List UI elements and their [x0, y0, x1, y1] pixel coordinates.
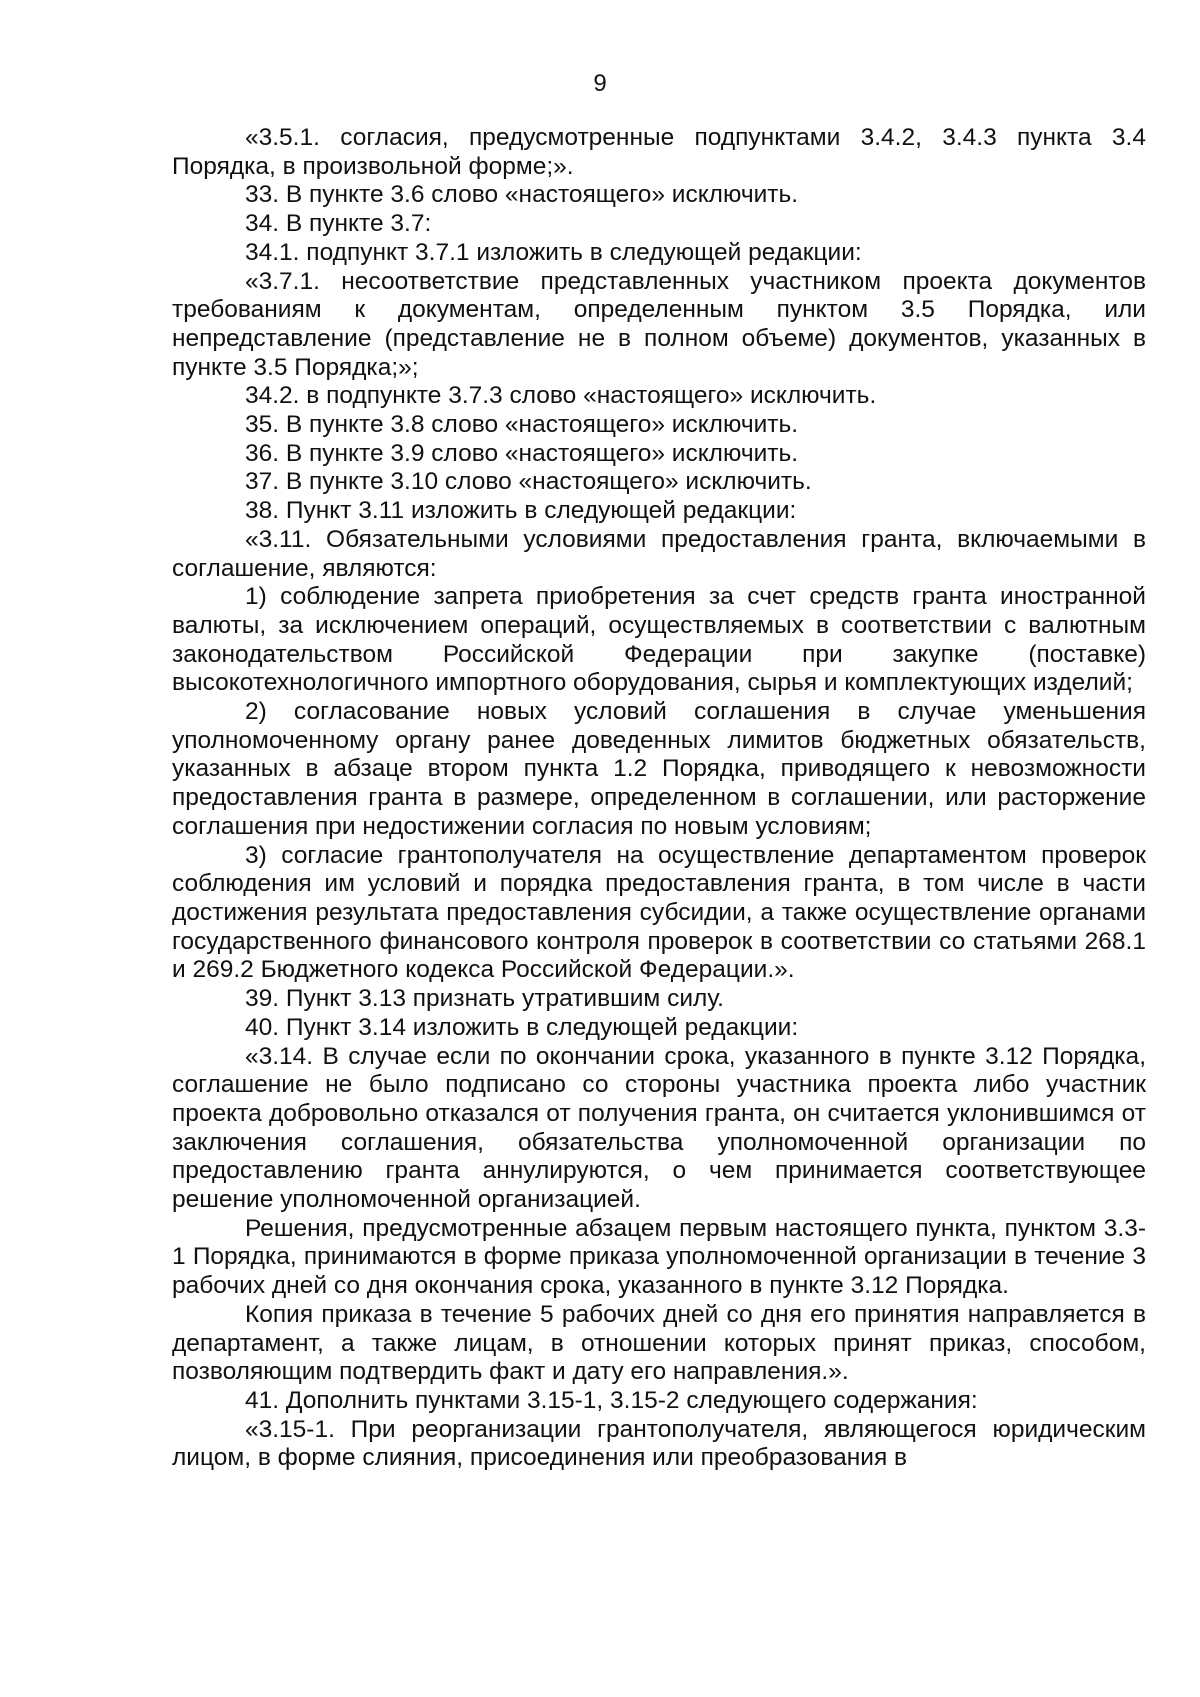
page-number: 9 [593, 70, 607, 97]
paragraph-3-7-1: «3.7.1. несоответствие представленных участником проекта документов требованиям к документам, определенным пунктом 3.5 Порядка, или непредставление (представление не в полном объеме) документов, указанных в пункте 3.5 Порядка;»; [172, 267, 1146, 381]
paragraph-3-11: «3.11. Обязательными условиями предоставления гранта, включаемыми в соглашение, являются: [172, 525, 1146, 582]
paragraph-3-5-1: «3.5.1. согласия, предусмотренные подпунктами 3.4.2, 3.4.3 пункта 3.4 Порядка, в произвольной форме;». [172, 124, 1146, 180]
paragraph-40: 40. Пункт 3.14 изложить в следующей редакции: [245, 1013, 799, 1041]
paragraph-3-14-copy: Копия приказа в течение 5 рабочих дней со дня его принятия направляется в департамент, а также лицам, в отношении которых принят приказ, способом, позволяющим подтвердить факт и дату его направления.». [172, 1300, 1146, 1386]
paragraph-3-11-item-2: 2) согласование новых условий соглашения в случае уменьшения уполномоченному органу ранее доведенных лимитов бюджетных обязательств, указанных в абзаце втором пункта 1.2 Порядка, приводящего к невозможности предоставления гранта в размере, определенном в соглашении, или расторжение соглашения при недостижении согласия по новым условиям; [172, 698, 1146, 840]
paragraph-35: 35. В пункте 3.8 слово «настоящего» исключить. [245, 411, 799, 439]
paragraph-34-1: 34.1. подпункт 3.7.1 изложить в следующей редакции: [245, 238, 862, 266]
paragraph-34: 34. В пункте 3.7: [245, 210, 432, 238]
paragraph-38: 38. Пункт 3.11 изложить в следующей редакции: [245, 497, 797, 525]
paragraph-36: 36. В пункте 3.9 слово «настоящего» исключить. [245, 439, 799, 467]
paragraph-3-15-1: «3.15-1. При реорганизации грантополучателя, являющегося юридическим лицом, в форме слияния, присоединения или преобразования в [172, 1415, 1146, 1472]
paragraph-34-2: 34.2. в подпункте 3.7.3 слово «настоящего» исключить. [245, 382, 877, 410]
paragraph-41: 41. Дополнить пунктами 3.15-1, 3.15-2 следующего содержания: [245, 1386, 978, 1414]
paragraph-39: 39. Пункт 3.13 признать утратившим силу. [245, 985, 724, 1013]
paragraph-37: 37. В пункте 3.10 слово «настоящего» исключить. [245, 468, 812, 496]
paragraph-33: 33. В пункте 3.6 слово «настоящего» исключить. [245, 181, 799, 209]
document-body [172, 124, 1146, 1473]
paragraph-3-11-item-3: 3) согласие грантополучателя на осуществление департаментом проверок соблюдения им условий и порядка предоставления гранта, в том числе в части достижения результата предоставления субсидии, а также осуществление органами государственного финансового контроля проверок в соответствии со статьями 268.1 и 269.2 Бюджетного кодекса Российской Федерации.». [172, 841, 1146, 984]
paragraph-3-11-item-1: 1) соблюдение запрета приобретения за счет средств гранта иностранной валюты, за исключением операций, осуществляемых в соответствии с валютным законодательством Российской Федерации при закупке (поставке) высокотехнологичного импортного оборудования, сырья и комплектующих изделий; [172, 583, 1146, 697]
paragraph-3-14: «3.14. В случае если по окончании срока, указанного в пункте 3.12 Порядка, соглашение не было подписано со стороны участника проекта либо участник проекта добровольно отказался от получения гранта, он считается уклонившимся от заключения соглашения, обязательства уполномоченной организации по предоставлению гранта аннулируются, о чем принимается соответствующее решение уполномоченной организацией. [172, 1042, 1146, 1214]
paragraph-3-14-decisions: Решения, предусмотренные абзацем первым настоящего пункта, пунктом 3.3-1 Порядка, принимаются в форме приказа уполномоченной организации в течение 3 рабочих дней со дня окончания срока, указанного в пункте 3.12 Порядка. [172, 1214, 1146, 1300]
